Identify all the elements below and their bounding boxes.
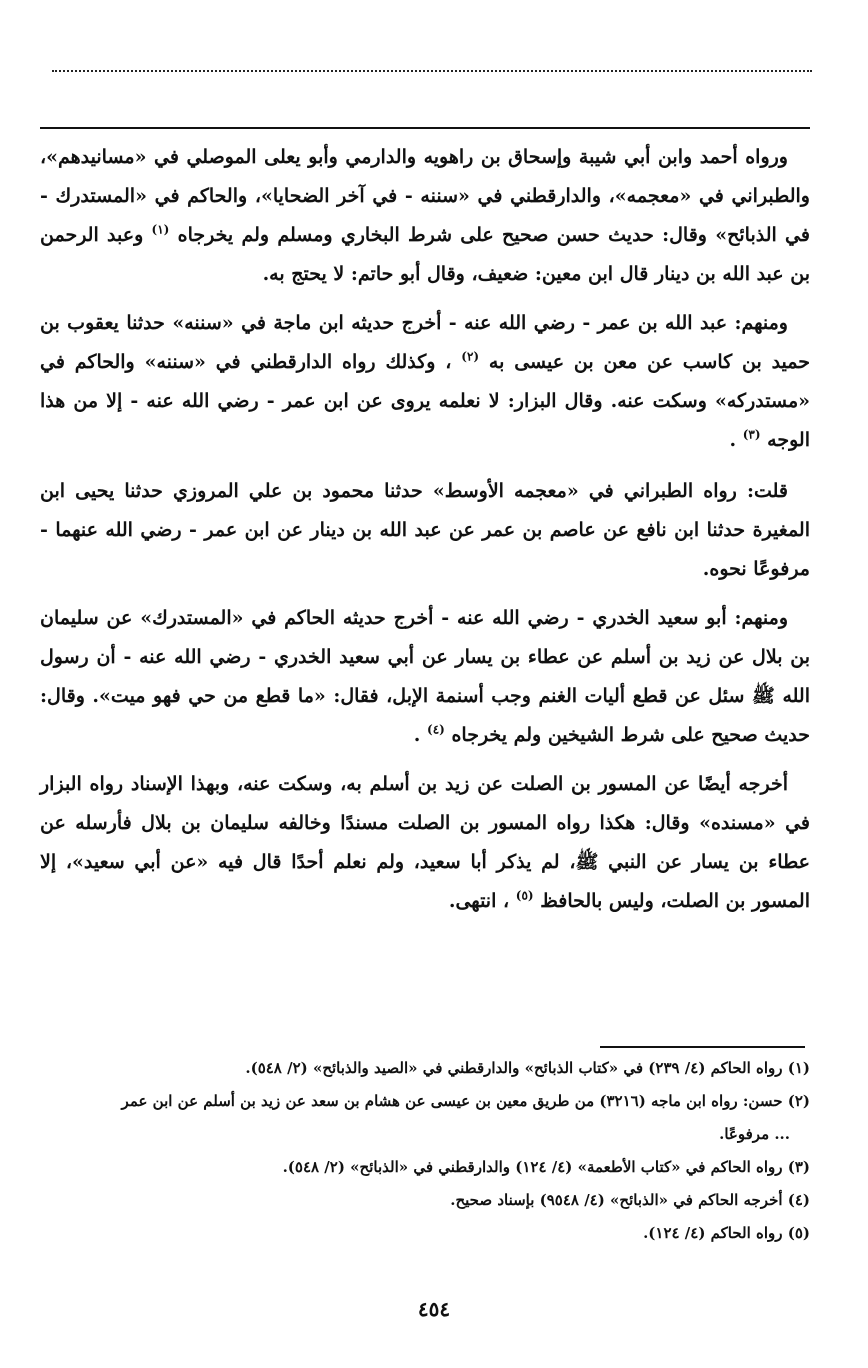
- paragraph-1: [40, 138, 810, 294]
- footnote-2-continuation: ... مرفوعًا.: [719, 1125, 790, 1143]
- footnote-rule: [600, 1046, 805, 1048]
- paragraph-2: [40, 304, 810, 460]
- footnote-2: (٢) حسن: رواه ابن ماجه (٣٢١٦) من طريق معين بن عيسى عن هشام بن سعد عن زيد بن أسلم عن ابن عمر: [121, 1092, 810, 1110]
- footnote-ref-2[interactable]: (٢): [461, 349, 480, 364]
- page-number: ٤٥٤: [417, 1297, 451, 1321]
- paragraph-text: قلت: رواه الطبراني في «معجمه الأوسط» حدثنا محمود بن علي المروزي حدثنا يحيى ابن المغيرة حدثنا ابن نافع عن عاصم بن عمر عن عبد الله بن دينار عن ابن عمر - رضي الله عنهما - مرفوعًا نحوه.: [40, 480, 810, 580]
- paragraph-text: أخرجه أيضًا عن المسور بن الصلت عن زيد بن أسلم به، وسكت عنه، وبهذا الإسناد رواه البزار في «مسنده» وقال: هكذا رواه المسور بن الصلت مسندًا وخالفه سليمان بن بلال فأرسله عن عطاء بن يسار عن النبي ﷺ، لم يذكر أبا سعيد، ولم نعلم أحدًا قال فيه «عن أبي سعيد»، إلا المسور بن الصلت، وليس بالحافظ: [40, 773, 810, 912]
- footnote-5: (٥) رواه الحاكم (٤/ ١٢٤).: [643, 1224, 810, 1242]
- footnotes: [30, 1052, 810, 1250]
- paragraph-text: ، انتهى.: [448, 890, 510, 912]
- paragraph-text: .: [413, 724, 421, 746]
- paragraph-text: ورواه أحمد وابن أبي شيبة وإسحاق بن راهويه والدارمي وأبو يعلى الموصلي في «مسانيدهم»، والطبراني في «معجمه»، والدارقطني في «سننه - في آخر الضحايا»، والحاكم في «المستدرك - في الذبائح» وقال: حديث حسن صحيح على شرط البخاري ومسلم ولم يخرجاه: [40, 146, 810, 246]
- paragraph-3: [40, 472, 810, 589]
- paragraph-4: [40, 599, 810, 755]
- footnote-ref-1[interactable]: (١): [151, 222, 170, 237]
- main-text: [40, 138, 810, 931]
- header-dotted-rule: [52, 70, 812, 72]
- paragraph-text: وعبد الرحمن بن عبد الله بن دينار قال ابن معين: ضعيف، وقال أبو حاتم: لا يحتج به.: [40, 224, 810, 285]
- footnote-ref-3[interactable]: (٣): [742, 427, 761, 442]
- paragraph-5: [40, 765, 810, 921]
- footnote-ref-5[interactable]: (٥): [515, 888, 534, 903]
- footnote-4: (٤) أخرجه الحاكم في «الذبائح» (٤/ ٩٥٤٨) بإسناد صحيح.: [450, 1191, 810, 1209]
- footnote-3: (٣) رواه الحاكم في «كتاب الأطعمة» (٤/ ١٢٤) والدارقطني في «الذبائح» (٢/ ٥٤٨).: [282, 1158, 810, 1176]
- paragraph-text: .: [729, 429, 737, 451]
- footnote-ref-4[interactable]: (٤): [427, 722, 445, 737]
- footnote-1: (١) رواه الحاكم (٤/ ٢٣٩) في «كتاب الذبائح» والدارقطني في «الصيد والذبائح» (٢/ ٥٤٨).: [245, 1059, 810, 1077]
- paragraph-text: ومنهم: أبو سعيد الخدري - رضي الله عنه - أخرج حديثه الحاكم في «المستدرك» عن سليمان بن بلال عن زيد بن أسلم عن عطاء بن يسار عن أبي سعيد الخدري - رضي الله عنه - أن رسول الله ﷺ سئل عن قطع أليات الغنم وجب أسنمة الإبل، فقال: «ما قطع من حي فهو ميت». وقال: حديث صحيح على شرط الشيخين ولم يخرجاه: [40, 607, 810, 746]
- paragraph-text: ومنهم: عبد الله بن عمر - رضي الله عنه - أخرج حديثه ابن ماجة في «سننه» حدثنا يعقوب بن حميد بن كاسب عن معن بن عيسى به: [40, 312, 811, 373]
- top-rule: [40, 127, 810, 129]
- paragraph-text: ، وكذلك رواه الدارقطني في «سننه» والحاكم في «مستدركه» وسكت عنه. وقال البزار: لا نعلمه يروى عن ابن عمر - رضي الله عنه - إلا من هذا الوجه: [40, 351, 810, 451]
